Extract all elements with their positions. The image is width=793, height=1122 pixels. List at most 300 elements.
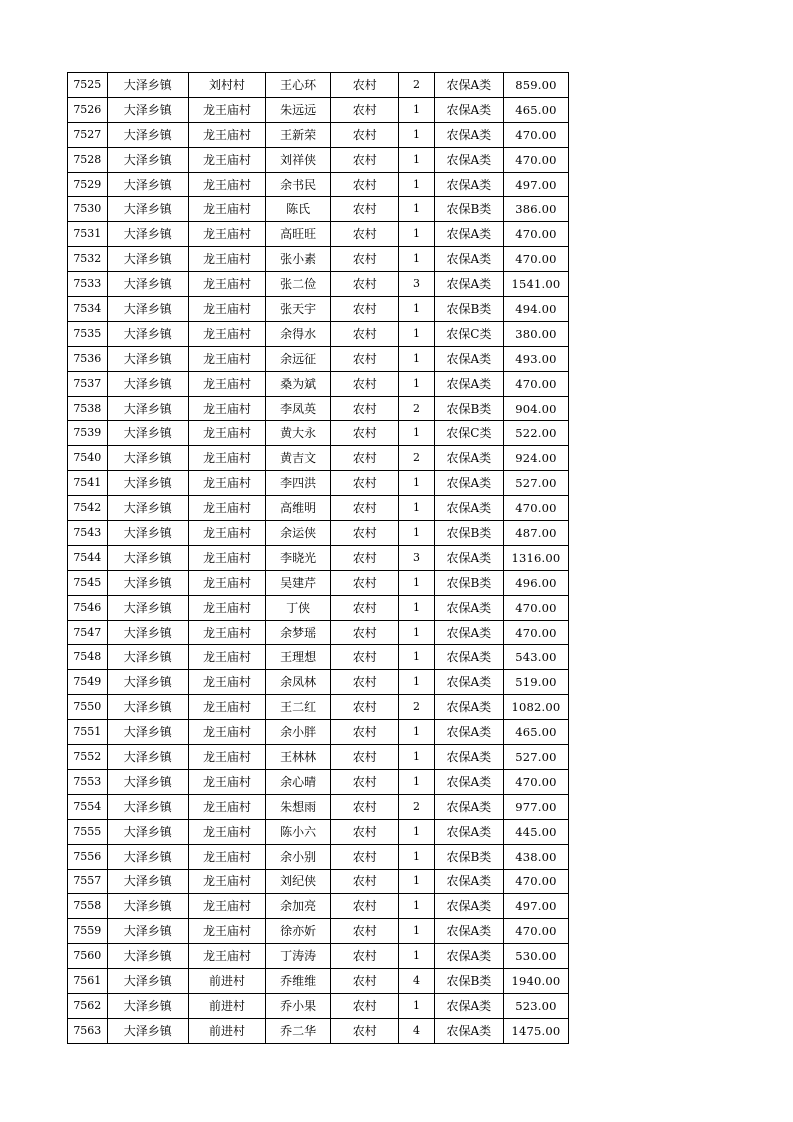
cell-amount: 465.00 — [503, 720, 568, 745]
cell-count: 2 — [399, 73, 435, 98]
cell-township: 大泽乡镇 — [107, 844, 188, 869]
cell-name: 余心晴 — [266, 769, 331, 794]
cell-township: 大泽乡镇 — [107, 695, 188, 720]
cell-name: 张小素 — [266, 247, 331, 272]
cell-household-type: 农村 — [331, 944, 399, 969]
table-row — [68, 745, 569, 770]
cell-count: 4 — [399, 1018, 435, 1043]
cell-count: 1 — [399, 620, 435, 645]
cell-id: 7555 — [68, 819, 108, 844]
table-row — [68, 147, 569, 172]
table-row — [68, 73, 569, 98]
cell-category: 农保A类 — [434, 122, 503, 147]
cell-township: 大泽乡镇 — [107, 247, 188, 272]
cell-category: 农保A类 — [434, 346, 503, 371]
table-row — [68, 720, 569, 745]
cell-village: 龙王庙村 — [188, 521, 265, 546]
cell-amount: 470.00 — [503, 222, 568, 247]
cell-count: 1 — [399, 471, 435, 496]
cell-count: 1 — [399, 147, 435, 172]
cell-household-type: 农村 — [331, 769, 399, 794]
cell-township: 大泽乡镇 — [107, 421, 188, 446]
table-row — [68, 97, 569, 122]
cell-household-type: 农村 — [331, 969, 399, 994]
cell-household-type: 农村 — [331, 894, 399, 919]
table-row — [68, 172, 569, 197]
cell-name: 余远征 — [266, 346, 331, 371]
cell-amount: 924.00 — [503, 446, 568, 471]
table-row — [68, 919, 569, 944]
cell-id: 7536 — [68, 346, 108, 371]
cell-township: 大泽乡镇 — [107, 720, 188, 745]
roster-body — [68, 73, 569, 1044]
table-row — [68, 794, 569, 819]
cell-category: 农保A类 — [434, 1018, 503, 1043]
table-row — [68, 944, 569, 969]
cell-id: 7549 — [68, 670, 108, 695]
cell-amount: 523.00 — [503, 993, 568, 1018]
cell-village: 龙王庙村 — [188, 147, 265, 172]
cell-id: 7556 — [68, 844, 108, 869]
cell-count: 4 — [399, 969, 435, 994]
cell-name: 张天宇 — [266, 297, 331, 322]
cell-name: 吴建芹 — [266, 570, 331, 595]
table-row — [68, 1018, 569, 1043]
cell-category: 农保A类 — [434, 471, 503, 496]
table-row — [68, 396, 569, 421]
cell-id: 7560 — [68, 944, 108, 969]
cell-id: 7545 — [68, 570, 108, 595]
cell-count: 1 — [399, 346, 435, 371]
cell-name: 余梦瑶 — [266, 620, 331, 645]
cell-category: 农保A类 — [434, 695, 503, 720]
cell-count: 1 — [399, 122, 435, 147]
cell-township: 大泽乡镇 — [107, 346, 188, 371]
cell-name: 桑为斌 — [266, 371, 331, 396]
cell-id: 7531 — [68, 222, 108, 247]
cell-id: 7533 — [68, 272, 108, 297]
cell-township: 大泽乡镇 — [107, 919, 188, 944]
cell-village: 龙王庙村 — [188, 620, 265, 645]
cell-amount: 380.00 — [503, 321, 568, 346]
table-row — [68, 297, 569, 322]
cell-name: 陈氏 — [266, 197, 331, 222]
cell-village: 龙王庙村 — [188, 894, 265, 919]
cell-count: 1 — [399, 595, 435, 620]
cell-township: 大泽乡镇 — [107, 1018, 188, 1043]
cell-township: 大泽乡镇 — [107, 371, 188, 396]
cell-township: 大泽乡镇 — [107, 197, 188, 222]
cell-name: 王新荣 — [266, 122, 331, 147]
cell-household-type: 农村 — [331, 172, 399, 197]
cell-category: 农保A类 — [434, 172, 503, 197]
table-row — [68, 421, 569, 446]
cell-count: 1 — [399, 993, 435, 1018]
cell-category: 农保B类 — [434, 297, 503, 322]
cell-amount: 1475.00 — [503, 1018, 568, 1043]
cell-name: 余书民 — [266, 172, 331, 197]
cell-village: 龙王庙村 — [188, 570, 265, 595]
cell-village: 龙王庙村 — [188, 247, 265, 272]
cell-category: 农保A类 — [434, 247, 503, 272]
cell-household-type: 农村 — [331, 869, 399, 894]
cell-household-type: 农村 — [331, 670, 399, 695]
cell-category: 农保B类 — [434, 521, 503, 546]
cell-village: 龙王庙村 — [188, 346, 265, 371]
cell-category: 农保A类 — [434, 147, 503, 172]
cell-village: 龙王庙村 — [188, 222, 265, 247]
cell-name: 刘纪侠 — [266, 869, 331, 894]
cell-township: 大泽乡镇 — [107, 769, 188, 794]
cell-township: 大泽乡镇 — [107, 521, 188, 546]
cell-count: 1 — [399, 97, 435, 122]
cell-name: 余凤林 — [266, 670, 331, 695]
cell-township: 大泽乡镇 — [107, 794, 188, 819]
cell-name: 余运侠 — [266, 521, 331, 546]
cell-household-type: 农村 — [331, 645, 399, 670]
cell-amount: 522.00 — [503, 421, 568, 446]
cell-household-type: 农村 — [331, 197, 399, 222]
cell-count: 1 — [399, 919, 435, 944]
cell-household-type: 农村 — [331, 297, 399, 322]
cell-household-type: 农村 — [331, 147, 399, 172]
table-row — [68, 247, 569, 272]
cell-category: 农保A类 — [434, 620, 503, 645]
cell-township: 大泽乡镇 — [107, 147, 188, 172]
cell-category: 农保C类 — [434, 421, 503, 446]
cell-id: 7562 — [68, 993, 108, 1018]
cell-count: 1 — [399, 570, 435, 595]
table-row — [68, 645, 569, 670]
cell-village: 前进村 — [188, 969, 265, 994]
cell-id: 7527 — [68, 122, 108, 147]
cell-count: 1 — [399, 819, 435, 844]
cell-township: 大泽乡镇 — [107, 620, 188, 645]
cell-amount: 438.00 — [503, 844, 568, 869]
cell-township: 大泽乡镇 — [107, 745, 188, 770]
table-row — [68, 496, 569, 521]
cell-category: 农保A类 — [434, 993, 503, 1018]
cell-count: 2 — [399, 695, 435, 720]
cell-household-type: 农村 — [331, 122, 399, 147]
cell-household-type: 农村 — [331, 73, 399, 98]
cell-township: 大泽乡镇 — [107, 819, 188, 844]
cell-village: 龙王庙村 — [188, 794, 265, 819]
cell-count: 1 — [399, 869, 435, 894]
cell-count: 1 — [399, 297, 435, 322]
cell-amount: 470.00 — [503, 147, 568, 172]
table-row — [68, 321, 569, 346]
cell-amount: 530.00 — [503, 944, 568, 969]
cell-amount: 470.00 — [503, 769, 568, 794]
cell-name: 王理想 — [266, 645, 331, 670]
cell-household-type: 农村 — [331, 720, 399, 745]
cell-village: 龙王庙村 — [188, 545, 265, 570]
cell-id: 7559 — [68, 919, 108, 944]
cell-township: 大泽乡镇 — [107, 969, 188, 994]
cell-count: 1 — [399, 670, 435, 695]
cell-id: 7530 — [68, 197, 108, 222]
cell-count: 1 — [399, 521, 435, 546]
cell-count: 2 — [399, 446, 435, 471]
table-row — [68, 521, 569, 546]
cell-amount: 465.00 — [503, 97, 568, 122]
cell-village: 龙王庙村 — [188, 446, 265, 471]
cell-village: 龙王庙村 — [188, 869, 265, 894]
cell-amount: 977.00 — [503, 794, 568, 819]
cell-id: 7541 — [68, 471, 108, 496]
cell-name: 李凤英 — [266, 396, 331, 421]
cell-id: 7554 — [68, 794, 108, 819]
cell-category: 农保A类 — [434, 73, 503, 98]
table-row — [68, 769, 569, 794]
cell-household-type: 农村 — [331, 97, 399, 122]
cell-id: 7539 — [68, 421, 108, 446]
cell-household-type: 农村 — [331, 521, 399, 546]
cell-village: 龙王庙村 — [188, 272, 265, 297]
cell-count: 1 — [399, 496, 435, 521]
cell-count: 3 — [399, 272, 435, 297]
cell-township: 大泽乡镇 — [107, 645, 188, 670]
cell-amount: 470.00 — [503, 919, 568, 944]
cell-household-type: 农村 — [331, 844, 399, 869]
cell-category: 农保A类 — [434, 944, 503, 969]
cell-township: 大泽乡镇 — [107, 595, 188, 620]
cell-household-type: 农村 — [331, 595, 399, 620]
cell-village: 龙王庙村 — [188, 720, 265, 745]
cell-household-type: 农村 — [331, 396, 399, 421]
cell-id: 7550 — [68, 695, 108, 720]
cell-id: 7540 — [68, 446, 108, 471]
cell-name: 黄吉文 — [266, 446, 331, 471]
cell-township: 大泽乡镇 — [107, 272, 188, 297]
table-row — [68, 595, 569, 620]
cell-id: 7529 — [68, 172, 108, 197]
cell-id: 7561 — [68, 969, 108, 994]
roster-table — [67, 72, 569, 1044]
cell-amount: 904.00 — [503, 396, 568, 421]
cell-name: 乔二华 — [266, 1018, 331, 1043]
cell-name: 黄大永 — [266, 421, 331, 446]
cell-household-type: 农村 — [331, 545, 399, 570]
cell-township: 大泽乡镇 — [107, 396, 188, 421]
cell-name: 张二俭 — [266, 272, 331, 297]
cell-village: 龙王庙村 — [188, 197, 265, 222]
cell-category: 农保A类 — [434, 894, 503, 919]
cell-category: 农保A类 — [434, 496, 503, 521]
table-row — [68, 122, 569, 147]
cell-name: 徐亦妡 — [266, 919, 331, 944]
cell-village: 龙王庙村 — [188, 496, 265, 521]
cell-count: 1 — [399, 769, 435, 794]
table-row — [68, 446, 569, 471]
cell-township: 大泽乡镇 — [107, 222, 188, 247]
cell-count: 1 — [399, 222, 435, 247]
cell-township: 大泽乡镇 — [107, 496, 188, 521]
cell-township: 大泽乡镇 — [107, 869, 188, 894]
table-row — [68, 471, 569, 496]
cell-category: 农保A类 — [434, 745, 503, 770]
cell-amount: 470.00 — [503, 620, 568, 645]
cell-category: 农保A类 — [434, 446, 503, 471]
cell-name: 高维明 — [266, 496, 331, 521]
cell-category: 农保A类 — [434, 371, 503, 396]
cell-village: 刘村村 — [188, 73, 265, 98]
cell-name: 王林林 — [266, 745, 331, 770]
cell-household-type: 农村 — [331, 794, 399, 819]
cell-household-type: 农村 — [331, 371, 399, 396]
cell-name: 朱远远 — [266, 97, 331, 122]
cell-category: 农保A类 — [434, 819, 503, 844]
cell-amount: 519.00 — [503, 670, 568, 695]
cell-township: 大泽乡镇 — [107, 894, 188, 919]
cell-township: 大泽乡镇 — [107, 297, 188, 322]
cell-amount: 470.00 — [503, 371, 568, 396]
cell-id: 7557 — [68, 869, 108, 894]
cell-count: 2 — [399, 794, 435, 819]
cell-township: 大泽乡镇 — [107, 944, 188, 969]
cell-township: 大泽乡镇 — [107, 122, 188, 147]
cell-amount: 470.00 — [503, 247, 568, 272]
cell-amount: 470.00 — [503, 496, 568, 521]
cell-id: 7537 — [68, 371, 108, 396]
cell-name: 丁侠 — [266, 595, 331, 620]
cell-village: 龙王庙村 — [188, 670, 265, 695]
cell-household-type: 农村 — [331, 570, 399, 595]
cell-id: 7547 — [68, 620, 108, 645]
cell-id: 7535 — [68, 321, 108, 346]
cell-village: 前进村 — [188, 993, 265, 1018]
cell-count: 1 — [399, 745, 435, 770]
cell-household-type: 农村 — [331, 471, 399, 496]
cell-amount: 445.00 — [503, 819, 568, 844]
cell-amount: 470.00 — [503, 595, 568, 620]
cell-name: 高旺旺 — [266, 222, 331, 247]
cell-count: 1 — [399, 172, 435, 197]
cell-amount: 497.00 — [503, 172, 568, 197]
cell-name: 余小胖 — [266, 720, 331, 745]
table-row — [68, 346, 569, 371]
cell-household-type: 农村 — [331, 819, 399, 844]
cell-village: 龙王庙村 — [188, 371, 265, 396]
cell-id: 7528 — [68, 147, 108, 172]
cell-amount: 1316.00 — [503, 545, 568, 570]
cell-count: 1 — [399, 321, 435, 346]
cell-village: 龙王庙村 — [188, 172, 265, 197]
cell-amount: 496.00 — [503, 570, 568, 595]
cell-village: 龙王庙村 — [188, 944, 265, 969]
table-row — [68, 272, 569, 297]
cell-township: 大泽乡镇 — [107, 321, 188, 346]
cell-count: 2 — [399, 396, 435, 421]
table-row — [68, 570, 569, 595]
cell-amount: 1940.00 — [503, 969, 568, 994]
cell-village: 龙王庙村 — [188, 297, 265, 322]
cell-category: 农保A类 — [434, 919, 503, 944]
cell-township: 大泽乡镇 — [107, 570, 188, 595]
cell-name: 乔维维 — [266, 969, 331, 994]
cell-name: 刘祥侠 — [266, 147, 331, 172]
cell-village: 龙王庙村 — [188, 695, 265, 720]
cell-category: 农保A类 — [434, 97, 503, 122]
cell-id: 7526 — [68, 97, 108, 122]
cell-household-type: 农村 — [331, 620, 399, 645]
cell-household-type: 农村 — [331, 695, 399, 720]
cell-category: 农保C类 — [434, 321, 503, 346]
cell-category: 农保B类 — [434, 570, 503, 595]
cell-amount: 470.00 — [503, 122, 568, 147]
cell-household-type: 农村 — [331, 222, 399, 247]
cell-household-type: 农村 — [331, 446, 399, 471]
cell-count: 1 — [399, 371, 435, 396]
cell-category: 农保A类 — [434, 720, 503, 745]
cell-village: 龙王庙村 — [188, 819, 265, 844]
cell-id: 7558 — [68, 894, 108, 919]
cell-category: 农保B类 — [434, 396, 503, 421]
cell-household-type: 农村 — [331, 745, 399, 770]
cell-village: 龙王庙村 — [188, 595, 265, 620]
cell-id: 7553 — [68, 769, 108, 794]
cell-amount: 527.00 — [503, 745, 568, 770]
cell-household-type: 农村 — [331, 1018, 399, 1043]
cell-id: 7532 — [68, 247, 108, 272]
cell-id: 7534 — [68, 297, 108, 322]
cell-township: 大泽乡镇 — [107, 471, 188, 496]
cell-household-type: 农村 — [331, 346, 399, 371]
table-row — [68, 371, 569, 396]
cell-village: 龙王庙村 — [188, 471, 265, 496]
cell-name: 余得水 — [266, 321, 331, 346]
cell-id: 7543 — [68, 521, 108, 546]
table-row — [68, 620, 569, 645]
cell-category: 农保A类 — [434, 545, 503, 570]
cell-amount: 1082.00 — [503, 695, 568, 720]
table-row — [68, 894, 569, 919]
cell-id: 7548 — [68, 645, 108, 670]
cell-count: 1 — [399, 894, 435, 919]
cell-count: 1 — [399, 844, 435, 869]
cell-count: 3 — [399, 545, 435, 570]
cell-township: 大泽乡镇 — [107, 545, 188, 570]
cell-household-type: 农村 — [331, 919, 399, 944]
cell-id: 7525 — [68, 73, 108, 98]
cell-amount: 527.00 — [503, 471, 568, 496]
cell-count: 1 — [399, 720, 435, 745]
cell-household-type: 农村 — [331, 272, 399, 297]
cell-id: 7563 — [68, 1018, 108, 1043]
table-row — [68, 993, 569, 1018]
cell-household-type: 农村 — [331, 993, 399, 1018]
cell-category: 农保A类 — [434, 794, 503, 819]
cell-amount: 497.00 — [503, 894, 568, 919]
table-row — [68, 819, 569, 844]
cell-amount: 1541.00 — [503, 272, 568, 297]
cell-village: 龙王庙村 — [188, 122, 265, 147]
cell-name: 余小别 — [266, 844, 331, 869]
cell-id: 7546 — [68, 595, 108, 620]
cell-household-type: 农村 — [331, 496, 399, 521]
cell-amount: 386.00 — [503, 197, 568, 222]
cell-name: 王心环 — [266, 73, 331, 98]
cell-category: 农保A类 — [434, 869, 503, 894]
cell-household-type: 农村 — [331, 321, 399, 346]
cell-name: 丁涛涛 — [266, 944, 331, 969]
cell-id: 7542 — [68, 496, 108, 521]
cell-township: 大泽乡镇 — [107, 172, 188, 197]
table-row — [68, 844, 569, 869]
cell-id: 7544 — [68, 545, 108, 570]
cell-amount: 494.00 — [503, 297, 568, 322]
